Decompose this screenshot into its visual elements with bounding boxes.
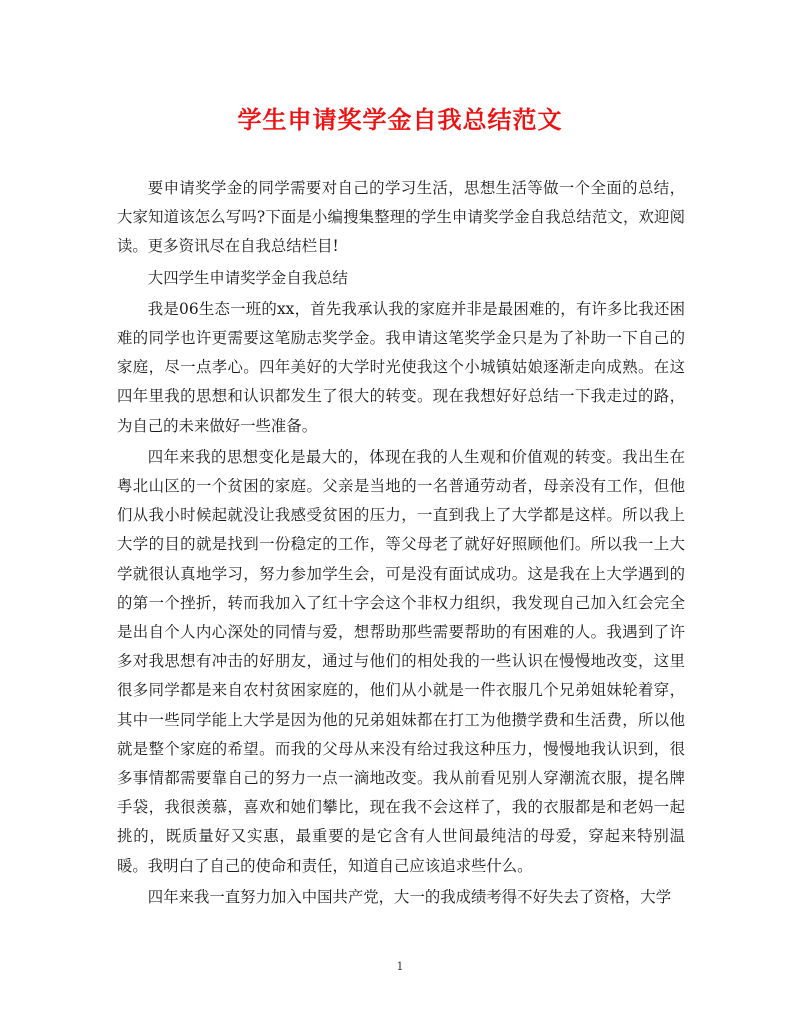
intro-paragraph: 要申请奖学金的同学需要对自己的学习生活，思想生活等做一个全面的总结，大家知道该怎么写吗?下面是小编搜集整理的学生申请奖学金自我总结范文，欢迎阅读。更多资讯尽在自我总结栏目! xyxy=(117,179,685,256)
body-paragraph-1: 我是06生态一班的xx，首先我承认我的家庭并非是最困难的，有许多比我还困难的同学也许更需要这笔励志奖学金。我申请这笔奖学金只是为了补助一下自己的家庭，尽一点孝心。四年美好的大学时光使我这个小城镇姑娘逐渐走向成熟。在这四年里我的思想和认识都发生了很大的转变。现在我想好好总结一下我走过的路，为自己的未来做好一些准备。 xyxy=(117,299,685,435)
body-paragraph-3: 四年来我一直努力加入中国共产党，大一的我成绩考得不好失去了资格，大学 xyxy=(147,887,672,906)
body-paragraph-2: 四年来我的思想变化是最大的，体现在我的人生观和价值观的转变。我出生在粤北山区的一个贫困的家庭。父亲是当地的一名普通劳动者，母亲没有工作，但他们从我小时候起就没让我感受贫困的压力，一直到我上了大学都是这样。所以我上大学的目的就是找到一份稳定的工作，等父母老了就好好照顾他们。所以我一上大学就很认真地学习，努力参加学生会，可是没有面试成功。这是我在上大学遇到的的第一个挫折，转而我加入了红十字会这个非权力组织，我发现自己加入红会完全是出自个人内心深处的同情与爱，想帮助那些需要帮助的有困难的人。我遇到了许多对我思想有冲击的好朋友，通过与他们的相处我的一些认识在慢慢地改变，这里很多同学都是来自农村贫困家庭的，他们从小就是一件衣服几个兄弟姐妹轮着穿，其中一些同学能上大学是因为他的兄弟姐妹都在打工为他攒学费和生活费，所以他就是整个家庭的希望。而我的父母从来没有给过我这种压力，慢慢地我认识到，很多事情都需要靠自己的努力一点一滴地改变。我从前看见别人穿潮流衣服，提名牌手袋，我很羡慕，喜欢和她们攀比，现在我不会这样了，我的衣服都是和老妈一起挑的，既质量好又实惠，最重要的是它含有人世间最纯洁的母爱，穿起来特别温暖。我明白了自己的使命和责任，知道自己应该追求些什么。 xyxy=(117,447,685,875)
page-number: 1 xyxy=(396,960,404,973)
section-heading: 大四学生申请奖学金自我总结 xyxy=(147,268,348,287)
document-title: 学生申请奖学金自我总结范文 xyxy=(237,105,563,134)
document-body xyxy=(117,174,685,912)
